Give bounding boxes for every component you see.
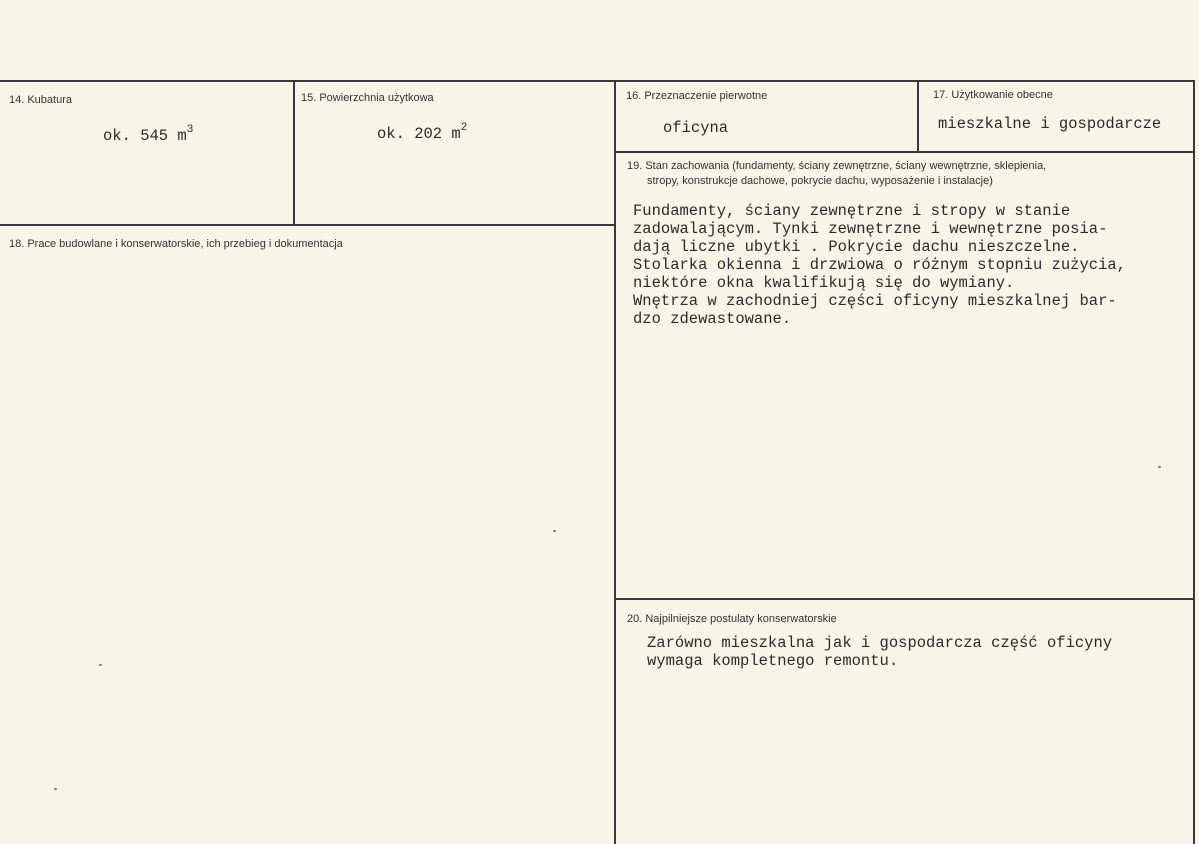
- field-20-line: wymaga kompletnego remontu.: [647, 652, 899, 670]
- paper-speck: [1158, 466, 1161, 468]
- field-15-label: 15. Powierzchnia użytkowa: [301, 92, 434, 104]
- field-20-label: 20. Najpilniejsze postulaty konserwatorskie: [627, 613, 837, 625]
- field-15-value-text: ok. 202 m: [377, 125, 461, 144]
- divider-15-16: [614, 80, 616, 844]
- paper-speck: [553, 530, 556, 532]
- field-19-line: dają liczne ubytki . Pokrycie dachu nieszczelne.: [633, 238, 1080, 256]
- line-below-14-15: [0, 224, 616, 226]
- field-18-label: 18. Prace budowlane i konserwatorskie, ich przebieg i dokumentacja: [9, 238, 343, 250]
- field-19-line: Fundamenty, ściany zewnętrzne i stropy w stanie: [633, 202, 1071, 220]
- field-19-line: Stolarka okienna i drzwiowa o różnym stopniu zużycia,: [633, 256, 1126, 274]
- field-17-label: 17. Użytkowanie obecne: [933, 89, 1053, 101]
- field-16-value: oficyna: [663, 119, 729, 137]
- field-19-text: [633, 202, 1126, 328]
- field-19-line: dzo zdewastowane.: [633, 310, 792, 328]
- field-19-label-line1: 19. Stan zachowania (fundamenty, ściany zewnętrzne, ściany wewnętrzne, sklepienia,: [627, 160, 1047, 172]
- line-above-20: [616, 598, 1195, 600]
- divider-16-17: [917, 80, 919, 152]
- field-15-value: [377, 121, 467, 143]
- field-15-unit-exponent: 2: [460, 122, 468, 134]
- line-below-16-17: [616, 151, 1195, 153]
- field-14-value: [103, 123, 193, 145]
- field-19-line: niektóre okna kwalifikują się do wymiany.: [633, 274, 1015, 292]
- paper-speck: [99, 664, 102, 666]
- field-19-label-line2: stropy, konstrukcje dachowe, pokrycie dachu, wyposażenie i instalacje): [647, 175, 993, 187]
- field-14-label: 14. Kubatura: [9, 94, 72, 106]
- divider-14-15: [293, 82, 295, 225]
- right-border-line: [1193, 80, 1195, 844]
- field-14-value-text: ok. 545 m: [103, 127, 187, 146]
- field-17-value: mieszkalne i gospodarcze: [938, 115, 1162, 133]
- field-20-line: Zarówno mieszkalna jak i gospodarcza część oficyny: [647, 634, 1113, 652]
- field-20-text: [647, 634, 1112, 670]
- field-19-line: zadowalającym. Tynki zewnętrzne i wewnętrzne posia-: [633, 220, 1108, 238]
- paper-speck: [54, 788, 57, 790]
- top-border-line: [0, 80, 1195, 82]
- field-14-unit-exponent: 3: [186, 124, 194, 136]
- field-19-line: Wnętrza w zachodniej części oficyny mieszkalnej bar-: [633, 292, 1117, 310]
- field-16-label: 16. Przeznaczenie pierwotne: [626, 90, 768, 102]
